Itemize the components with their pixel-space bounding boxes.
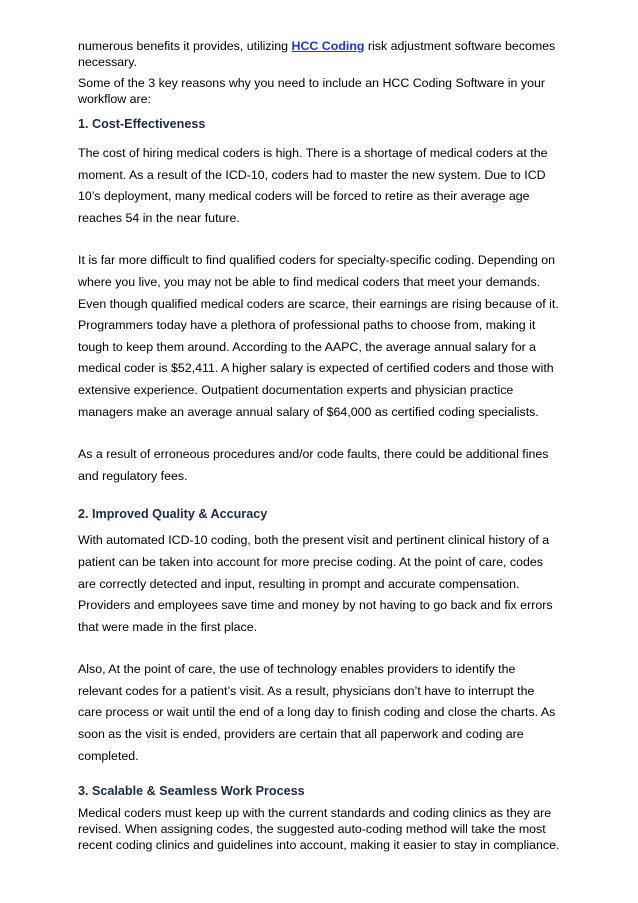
section-heading-quality-accuracy: 2. Improved Quality & Accuracy bbox=[78, 507, 268, 522]
reasons-intro-paragraph: Some of the 3 key reasons why you need to include an HCC Coding Software in your workflow are: bbox=[78, 76, 545, 106]
paragraph-quality-1: With automated ICD-10 coding, both the present visit and pertinent clinical history of a patient can be taken into account for more precise coding. At the point of care, codes are correctly detected and input, resulting in prompt and accurate compensation. Providers and employees save time and money by not having to go back and fix errors that were made in the first place. bbox=[78, 533, 553, 634]
document-page bbox=[78, 38, 560, 853]
paragraph-quality-2: Also, At the point of care, the use of technology enables providers to identify the relevant codes for a patient’s visit. As a result, physicians don’t have to interrupt the care process or wait until the end of a long day to finish coding and close the charts. As soon as the visit is ended, providers are certain that all paperwork and coding are completed. bbox=[78, 662, 556, 763]
paragraph-cost-1: The cost of hiring medical coders is high. There is a shortage of medical coders at the moment. As a result of the ICD-10, coders had to master the new system. Due to ICD 10’s deployment, many medical coders will be forced to retire as their average age reaches 54 in the near future. bbox=[78, 146, 548, 225]
section-heading-scalable-process: 3. Scalable & Seamless Work Process bbox=[78, 784, 305, 799]
intro-text-after-link: risk adjustment software becomes necessary. bbox=[78, 39, 556, 69]
section-heading-cost-effectiveness: 1. Cost-Effectiveness bbox=[78, 117, 206, 131]
intro-paragraph bbox=[78, 38, 560, 70]
intro-text-before-link: numerous benefits it provides, utilizing bbox=[78, 39, 292, 53]
paragraph-cost-3: As a result of erroneous procedures and/or code faults, there could be additional fines and regulatory fees. bbox=[78, 447, 549, 483]
paragraph-scalable-1: Medical coders must keep up with the current standards and coding clinics as they are revised. When assigning codes, the suggested auto-coding method will take the most recent coding clinics and guidelines into account, making it easier to stay in compliance. bbox=[78, 806, 560, 853]
paragraph-cost-2: It is far more difficult to find qualified coders for specialty-specific coding. Depending on where you live, you may not be able to find medical coders that meet your demands. Even though qualified medical coders are scarce, their earnings are rising because of it. Programmers today have a plethora of professional paths to choose from, making it tough to keep them around. According to the AAPC, the average annual salary for a medical coder is $52,411. A higher salary is expected of certified coders and those with extensive experience. Outpatient documentation experts and physician practice managers make an average annual salary of $64,000 as certified coding specialists. bbox=[78, 253, 559, 419]
hcc-coding-link[interactable]: HCC Coding bbox=[291, 39, 365, 53]
